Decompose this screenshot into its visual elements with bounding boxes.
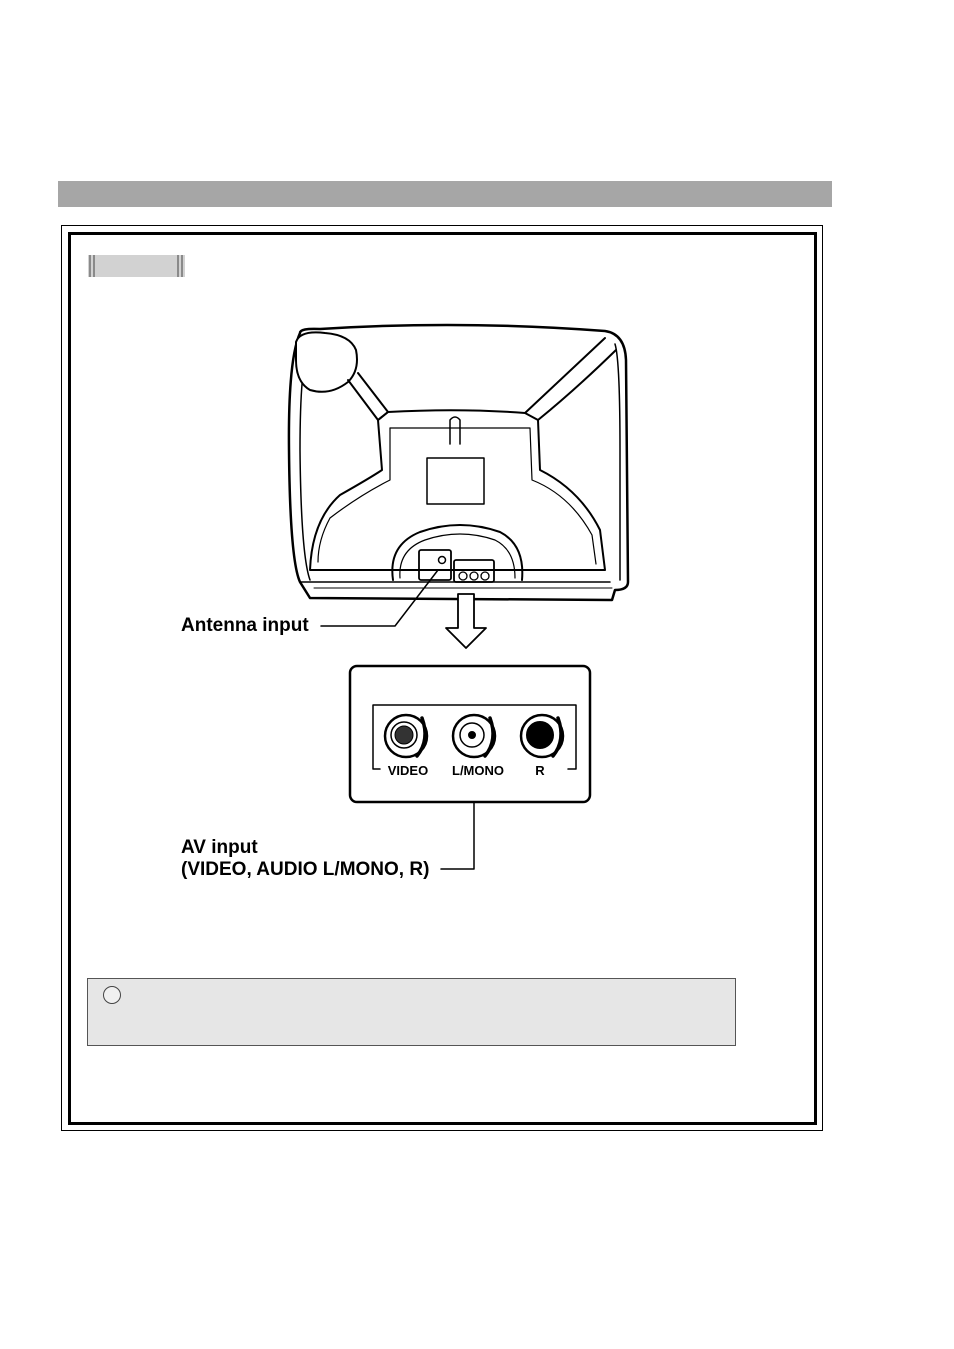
tv-rear-illustration [289, 325, 628, 600]
antenna-input-label: Antenna input [181, 615, 309, 636]
r-jack-icon [521, 715, 563, 757]
av-leader-line [441, 802, 474, 869]
l-mono-jack-icon [453, 715, 495, 757]
video-jack-icon [385, 715, 427, 757]
av-input-label-line2: (VIDEO, AUDIO L/MONO, R) [181, 859, 430, 880]
jack-label-r: R [535, 763, 545, 778]
av-input-label-line1: AV input [181, 837, 258, 858]
jack-label-l-mono: L/MONO [452, 763, 504, 778]
jack-label-video: VIDEO [387, 763, 429, 778]
note-box [87, 978, 736, 1046]
info-icon [103, 986, 121, 1004]
down-arrow-icon [446, 594, 486, 648]
